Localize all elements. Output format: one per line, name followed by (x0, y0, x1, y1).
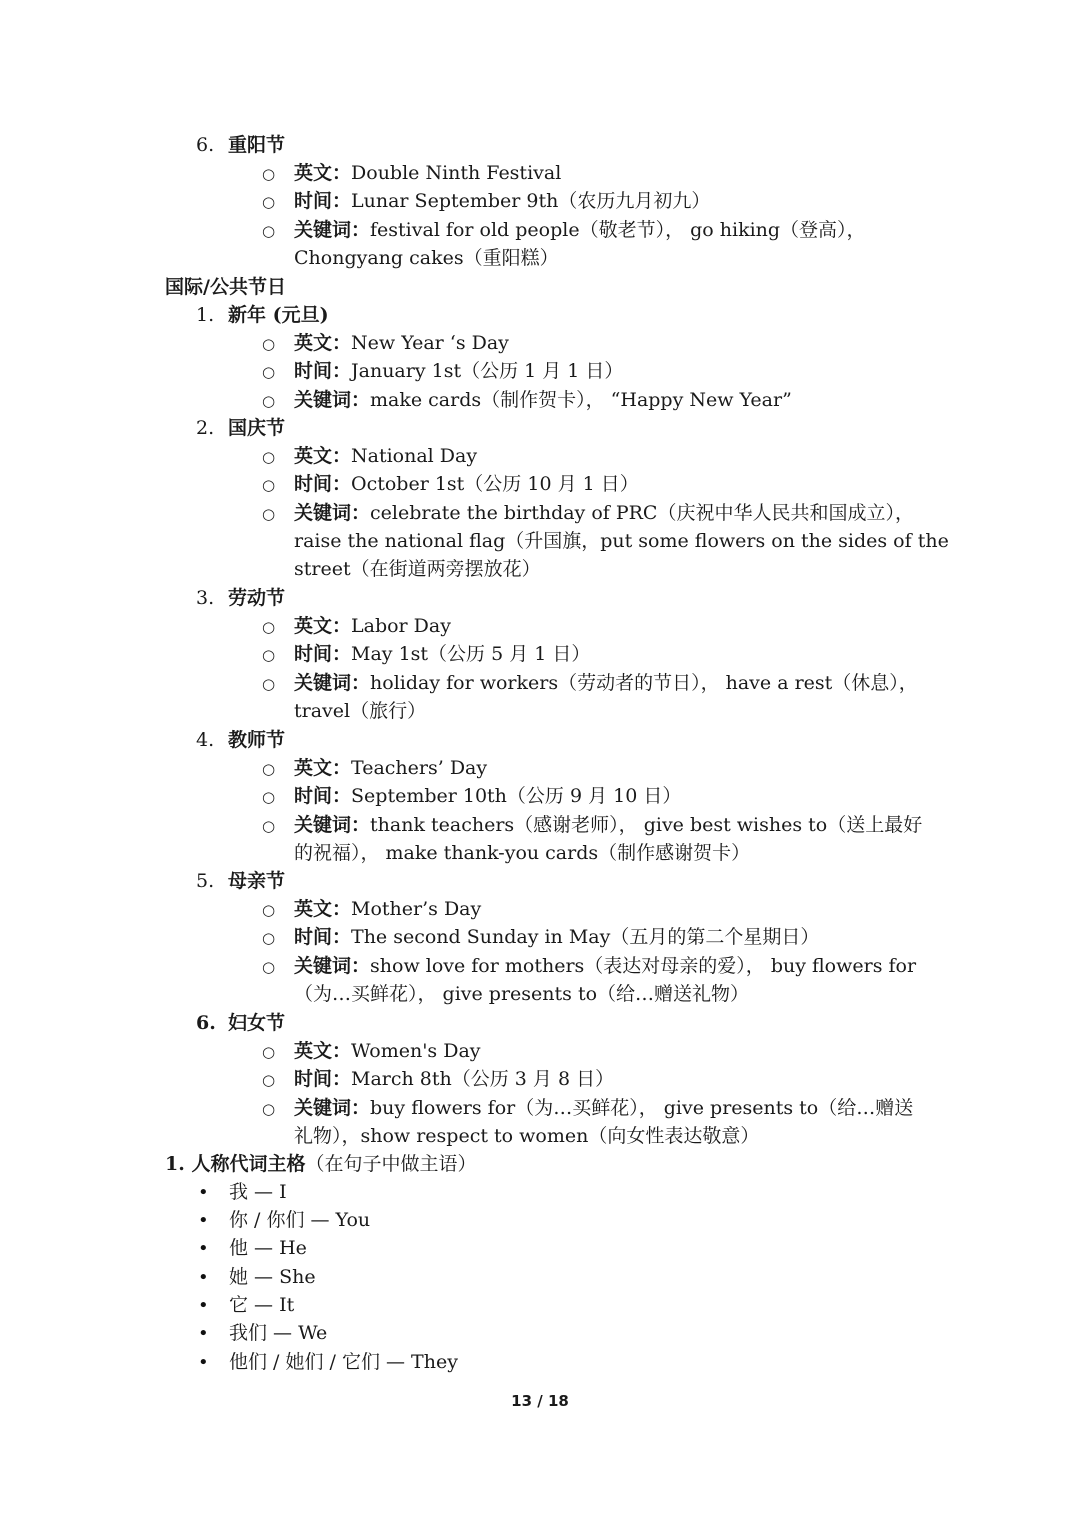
circle-bullet-icon: ○ (262, 929, 276, 947)
keywords-continuation: travel（旅行） (294, 700, 427, 722)
keywords-row: 关键词：buy flowers for（为…买鲜花）， give presents to（给…赠送 (294, 1097, 914, 1119)
list-item: 他们 / 她们 / 它们 — They (229, 1351, 458, 1373)
circle-bullet-icon: ○ (262, 392, 276, 410)
keywords-row: 关键词：festival for old people（敬老节）， go hiking（登高）， (294, 219, 866, 241)
keywords-continuation: 礼物），show respect to women（向女性表达敬意） (294, 1125, 760, 1147)
list-item: 我们 — We (229, 1322, 328, 1344)
bullet-dot-icon: • (198, 1323, 209, 1344)
circle-bullet-icon: ○ (262, 1043, 276, 1061)
festival-heading: 6. 妇女节 (196, 1012, 286, 1034)
circle-bullet-icon: ○ (262, 476, 276, 494)
time-row: 时间：September 10th（公历 9 月 10 日） (294, 785, 682, 807)
circle-bullet-icon: ○ (262, 335, 276, 353)
circle-bullet-icon: ○ (262, 646, 276, 664)
bullet-dot-icon: • (198, 1210, 209, 1231)
circle-bullet-icon: ○ (262, 958, 276, 976)
circle-bullet-icon: ○ (262, 901, 276, 919)
bullet-dot-icon: • (198, 1352, 209, 1373)
keywords-row: 关键词：holiday for workers（劳动者的节日）， have a rest（休息）， (294, 672, 918, 694)
circle-bullet-icon: ○ (262, 817, 276, 835)
circle-bullet-icon: ○ (262, 193, 276, 211)
festival-heading: 4. 教师节 (196, 729, 286, 751)
circle-bullet-icon: ○ (262, 1100, 276, 1118)
keywords-continuation: （为…买鲜花）， give presents to（给…赠送礼物） (294, 983, 750, 1005)
time-row: 时间：March 8th（公历 3 月 8 日） (294, 1068, 615, 1090)
english-name-row: 英文：Women's Day (294, 1040, 481, 1062)
circle-bullet-icon: ○ (262, 618, 276, 636)
circle-bullet-icon: ○ (262, 222, 276, 240)
list-item: 它 — It (229, 1294, 295, 1316)
bullet-dot-icon: • (198, 1238, 209, 1259)
keywords-continuation: street（在街道两旁摆放花） (294, 558, 541, 580)
english-name-row: 英文：National Day (294, 445, 478, 467)
english-name-row: 英文：Mother’s Day (294, 898, 482, 920)
circle-bullet-icon: ○ (262, 448, 276, 466)
festival-heading: 1. 新年 (元旦) (196, 304, 329, 326)
keywords-continuation: Chongyang cakes（重阳糕） (294, 247, 559, 269)
keywords-row: 关键词：show love for mothers（表达对母亲的爱）， buy flowers for (294, 955, 917, 977)
english-name-row: 英文：New Year ‘s Day (294, 332, 509, 354)
circle-bullet-icon: ○ (262, 363, 276, 381)
time-row: 时间：October 1st（公历 10 月 1 日） (294, 473, 639, 495)
page-number: 13 / 18 (511, 1392, 569, 1410)
keywords-row: 关键词：thank teachers（感谢老师）， give best wishes to（送上最好 (294, 814, 923, 836)
time-row: 时间：May 1st（公历 5 月 1 日） (294, 643, 591, 665)
festival-heading: 2. 国庆节 (196, 417, 286, 439)
keywords-continuation: raise the national flag（升国旗，put some flowers on the sides of the (294, 530, 949, 552)
time-row: 时间：January 1st（公历 1 月 1 日） (294, 360, 624, 382)
english-name-row: 英文：Teachers’ Day (294, 757, 488, 779)
time-row: 时间：The second Sunday in May（五月的第二个星期日） (294, 926, 820, 948)
keywords-row: 关键词：make cards（制作贺卡）， “Happy New Year” (294, 389, 792, 411)
list-item: 他 — He (229, 1237, 307, 1259)
english-name-row: 英文：Labor Day (294, 615, 451, 637)
bullet-dot-icon: • (198, 1182, 209, 1203)
section-title: 国际/公共节日 (165, 276, 286, 298)
list-item: 我 — I (229, 1181, 287, 1203)
bullet-dot-icon: • (198, 1295, 209, 1316)
pronoun-section-title: 1. 人称代词主格（在句子中做主语） (165, 1153, 477, 1175)
circle-bullet-icon: ○ (262, 1071, 276, 1089)
time-row: 时间：Lunar September 9th（农历九月初九） (294, 190, 711, 212)
circle-bullet-icon: ○ (262, 760, 276, 778)
festival-heading: 5. 母亲节 (196, 870, 286, 892)
keywords-continuation: 的祝福）， make thank-you cards（制作感谢贺卡） (294, 842, 751, 864)
bullet-dot-icon: • (198, 1267, 209, 1288)
circle-bullet-icon: ○ (262, 675, 276, 693)
circle-bullet-icon: ○ (262, 788, 276, 806)
keywords-row: 关键词：celebrate the birthday of PRC（庆祝中华人民共和国成立）， (294, 502, 914, 524)
list-item: 她 — She (229, 1266, 316, 1288)
circle-bullet-icon: ○ (262, 505, 276, 523)
circle-bullet-icon: ○ (262, 165, 276, 183)
english-name-row: 英文：Double Ninth Festival (294, 162, 562, 184)
list-item: 你 / 你们 — You (229, 1209, 371, 1231)
festival-heading: 3. 劳动节 (196, 587, 286, 609)
festival-heading: 6. 重阳节 (196, 134, 286, 156)
